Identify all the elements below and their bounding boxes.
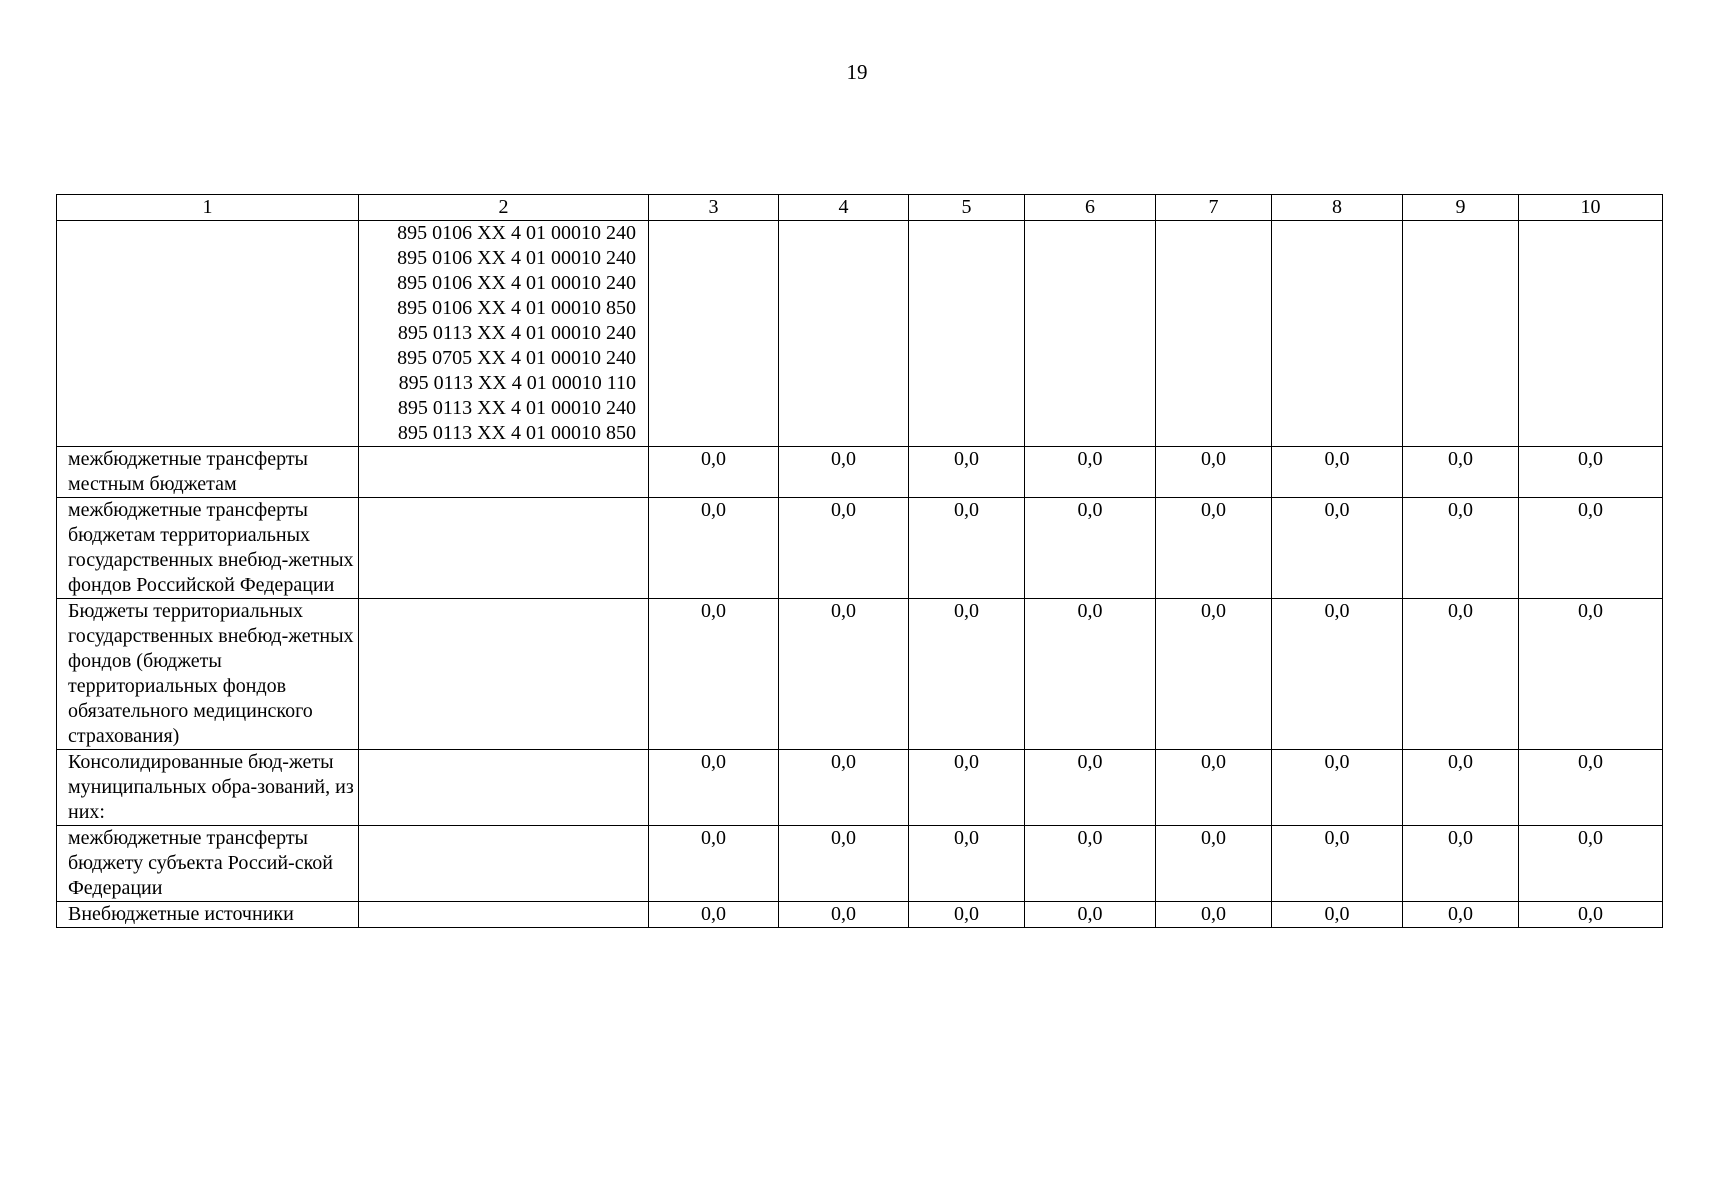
row-description: Консолидированные бюд-жеты муниципальных обра-зований, из них:: [57, 750, 359, 826]
value-cell: 0,0: [909, 750, 1025, 826]
value-cell: 0,0: [1025, 902, 1156, 928]
table-row: [57, 902, 1663, 928]
value-cell: 0,0: [1156, 902, 1272, 928]
empty-cell: [1156, 221, 1272, 447]
row-description: межбюджетные трансферты местным бюджетам: [57, 447, 359, 498]
value-cell: 0,0: [1272, 902, 1403, 928]
value-cell: 0,0: [1519, 902, 1663, 928]
value-cell: 0,0: [1403, 599, 1519, 750]
value-cell: 0,0: [1272, 750, 1403, 826]
empty-cell: [1272, 221, 1403, 447]
table-row: [57, 447, 1663, 498]
value-cell: 0,0: [1025, 498, 1156, 599]
column-header-row: [57, 195, 1663, 221]
value-cell: 0,0: [649, 826, 779, 902]
empty-cell: [1025, 221, 1156, 447]
value-cell: 0,0: [1403, 447, 1519, 498]
value-cell: 0,0: [1519, 750, 1663, 826]
value-cell: 0,0: [1272, 447, 1403, 498]
empty-cell: [779, 221, 909, 447]
value-cell: 0,0: [649, 447, 779, 498]
value-cell: 0,0: [909, 447, 1025, 498]
value-cell: 0,0: [1403, 902, 1519, 928]
value-cell: 0,0: [779, 447, 909, 498]
table-row: [57, 826, 1663, 902]
budget-codes-cell: [359, 221, 649, 447]
column-header: 7: [1156, 195, 1272, 221]
empty-cell: [1519, 221, 1663, 447]
row-code: [359, 750, 649, 826]
table-row: [57, 750, 1663, 826]
value-cell: 0,0: [779, 498, 909, 599]
value-cell: 0,0: [779, 826, 909, 902]
row-description: Бюджеты территориальных государственных внебюд-жетных фондов (бюджеты территориальных фондов обязательного медицинского страхования): [57, 599, 359, 750]
value-cell: 0,0: [1403, 498, 1519, 599]
value-cell: 0,0: [779, 750, 909, 826]
budget-code: 895 0113 XX 4 01 00010 240: [397, 397, 636, 419]
value-cell: 0,0: [1025, 826, 1156, 902]
value-cell: 0,0: [1025, 447, 1156, 498]
value-cell: 0,0: [1519, 599, 1663, 750]
row-code: [359, 447, 649, 498]
row-code: [359, 902, 649, 928]
page-number: 19: [846, 60, 868, 84]
value-cell: 0,0: [1519, 447, 1663, 498]
table-row: [57, 498, 1663, 599]
value-cell: 0,0: [1519, 498, 1663, 599]
budget-code: 895 0113 XX 4 01 00010 240: [397, 322, 636, 344]
value-cell: 0,0: [1272, 599, 1403, 750]
budget-code: 895 0113 XX 4 01 00010 850: [397, 422, 636, 444]
row-description: [57, 221, 359, 447]
budget-code: 895 0106 XX 4 01 00010 850: [397, 297, 636, 319]
value-cell: 0,0: [1156, 498, 1272, 599]
column-header: 3: [649, 195, 779, 221]
value-cell: 0,0: [1156, 447, 1272, 498]
budget-code: 895 0106 XX 4 01 00010 240: [397, 247, 636, 269]
empty-cell: [1403, 221, 1519, 447]
value-cell: 0,0: [1403, 750, 1519, 826]
value-cell: 0,0: [649, 750, 779, 826]
value-cell: 0,0: [909, 826, 1025, 902]
row-code: [359, 498, 649, 599]
empty-cell: [649, 221, 779, 447]
column-header: 6: [1025, 195, 1156, 221]
value-cell: 0,0: [1156, 750, 1272, 826]
budget-code: 895 0113 XX 4 01 00010 110: [398, 372, 636, 394]
budget-code: 895 0106 XX 4 01 00010 240: [397, 222, 636, 244]
value-cell: 0,0: [779, 902, 909, 928]
value-cell: 0,0: [1156, 826, 1272, 902]
value-cell: 0,0: [1025, 599, 1156, 750]
value-cell: 0,0: [649, 498, 779, 599]
row-description: Внебюджетные источники: [57, 902, 359, 928]
value-cell: 0,0: [1025, 750, 1156, 826]
value-cell: 0,0: [1519, 826, 1663, 902]
column-header: 9: [1403, 195, 1519, 221]
column-header: 1: [57, 195, 359, 221]
column-header: 2: [359, 195, 649, 221]
value-cell: 0,0: [1272, 826, 1403, 902]
budget-code: 895 0705 XX 4 01 00010 240: [397, 347, 636, 369]
row-code: [359, 826, 649, 902]
value-cell: 0,0: [909, 902, 1025, 928]
code-row: [57, 221, 1663, 447]
row-description: межбюджетные трансферты бюджетам территориальных государственных внебюд-жетных фондов Российской Федерации: [57, 498, 359, 599]
value-cell: 0,0: [909, 498, 1025, 599]
value-cell: 0,0: [1403, 826, 1519, 902]
value-cell: 0,0: [1272, 498, 1403, 599]
row-description: межбюджетные трансферты бюджету субъекта Россий-ской Федерации: [57, 826, 359, 902]
column-header: 8: [1272, 195, 1403, 221]
column-header: 10: [1519, 195, 1663, 221]
column-header: 5: [909, 195, 1025, 221]
budget-code: 895 0106 XX 4 01 00010 240: [397, 272, 636, 294]
empty-cell: [909, 221, 1025, 447]
value-cell: 0,0: [1156, 599, 1272, 750]
value-cell: 0,0: [779, 599, 909, 750]
table-row: [57, 599, 1663, 750]
column-header: 4: [779, 195, 909, 221]
value-cell: 0,0: [649, 599, 779, 750]
value-cell: 0,0: [909, 599, 1025, 750]
budget-table: [56, 194, 1663, 928]
row-code: [359, 599, 649, 750]
value-cell: 0,0: [649, 902, 779, 928]
